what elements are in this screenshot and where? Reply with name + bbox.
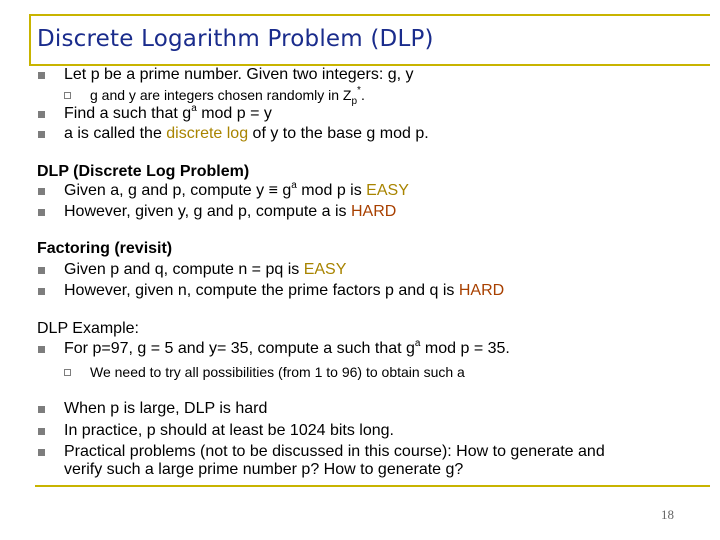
bullet-factoring-hard: However, given n, compute the prime factors p and q is HARD — [64, 282, 505, 299]
sub-bullet-icon — [64, 369, 71, 376]
bullet-icon — [38, 267, 45, 274]
bullet-1024-bits: In practice, p should at least be 1024 bits long. — [64, 422, 394, 439]
bullet-icon — [38, 111, 45, 118]
bullet-practical-problems-line1: Practical problems (not to be discussed in this course): How to generate and — [64, 443, 605, 460]
dlp-heading: DLP (Discrete Log Problem) — [37, 163, 250, 180]
bullet-practical-problems-line2: verify such a large prime number p? How to generate g? — [64, 461, 464, 478]
slide-title: Discrete Logarithm Problem (DLP) — [37, 26, 434, 52]
sub-bullet-try-all: We need to try all possibilities (from 1 to 96) to obtain such a — [90, 364, 465, 380]
easy-label: EASY — [303, 261, 347, 278]
frame-top-line — [29, 14, 710, 16]
bullet-dlp-easy: Given a, g and p, compute $y \equiv g^a$ mod p is EASY — [64, 179, 409, 199]
bullet-icon — [38, 209, 45, 216]
bullet-dlp-hard: However, given y, g and p, compute a is HARD — [64, 203, 397, 220]
sub-bullet-random-integers: g and y are integers chosen randomly in $Z_p^*$. — [90, 85, 365, 107]
dlp-example-heading: DLP Example: — [37, 320, 139, 337]
page-number: 18 — [661, 507, 674, 522]
bullet-discrete-log-definition: a is called the discrete log of y to the base g mod p. — [64, 125, 429, 142]
bullet-icon — [38, 188, 45, 195]
bullet-factoring-easy: Given p and q, compute n = pq is EASY — [64, 261, 347, 278]
sub-bullet-icon — [64, 92, 71, 99]
hard-label: HARD — [350, 203, 397, 220]
bullet-icon — [38, 428, 45, 435]
bullet-icon — [38, 131, 45, 138]
bullet-icon — [38, 288, 45, 295]
footer-rule — [35, 485, 710, 487]
frame-left-line — [29, 14, 31, 66]
bullet-icon — [38, 406, 45, 413]
hard-label: HARD — [458, 282, 505, 299]
bullet-icon — [38, 72, 45, 79]
bullet-prime-definition: Let p be a prime number. Given two integers: g, y — [64, 66, 414, 83]
bullet-example-task: For p=97, g = 5 and y= 35, compute a such that $g^a$ mod p = 35. — [64, 337, 510, 357]
bullet-find-a: Find a such that $g^a$ mod p = y — [64, 102, 272, 122]
discrete-log-term: discrete log — [166, 125, 249, 142]
bullet-large-p-hard: When p is large, DLP is hard — [64, 400, 268, 417]
bullet-icon — [38, 346, 45, 353]
factoring-heading: Factoring (revisit) — [37, 240, 173, 257]
easy-label: EASY — [366, 182, 409, 199]
bullet-icon — [38, 449, 45, 456]
